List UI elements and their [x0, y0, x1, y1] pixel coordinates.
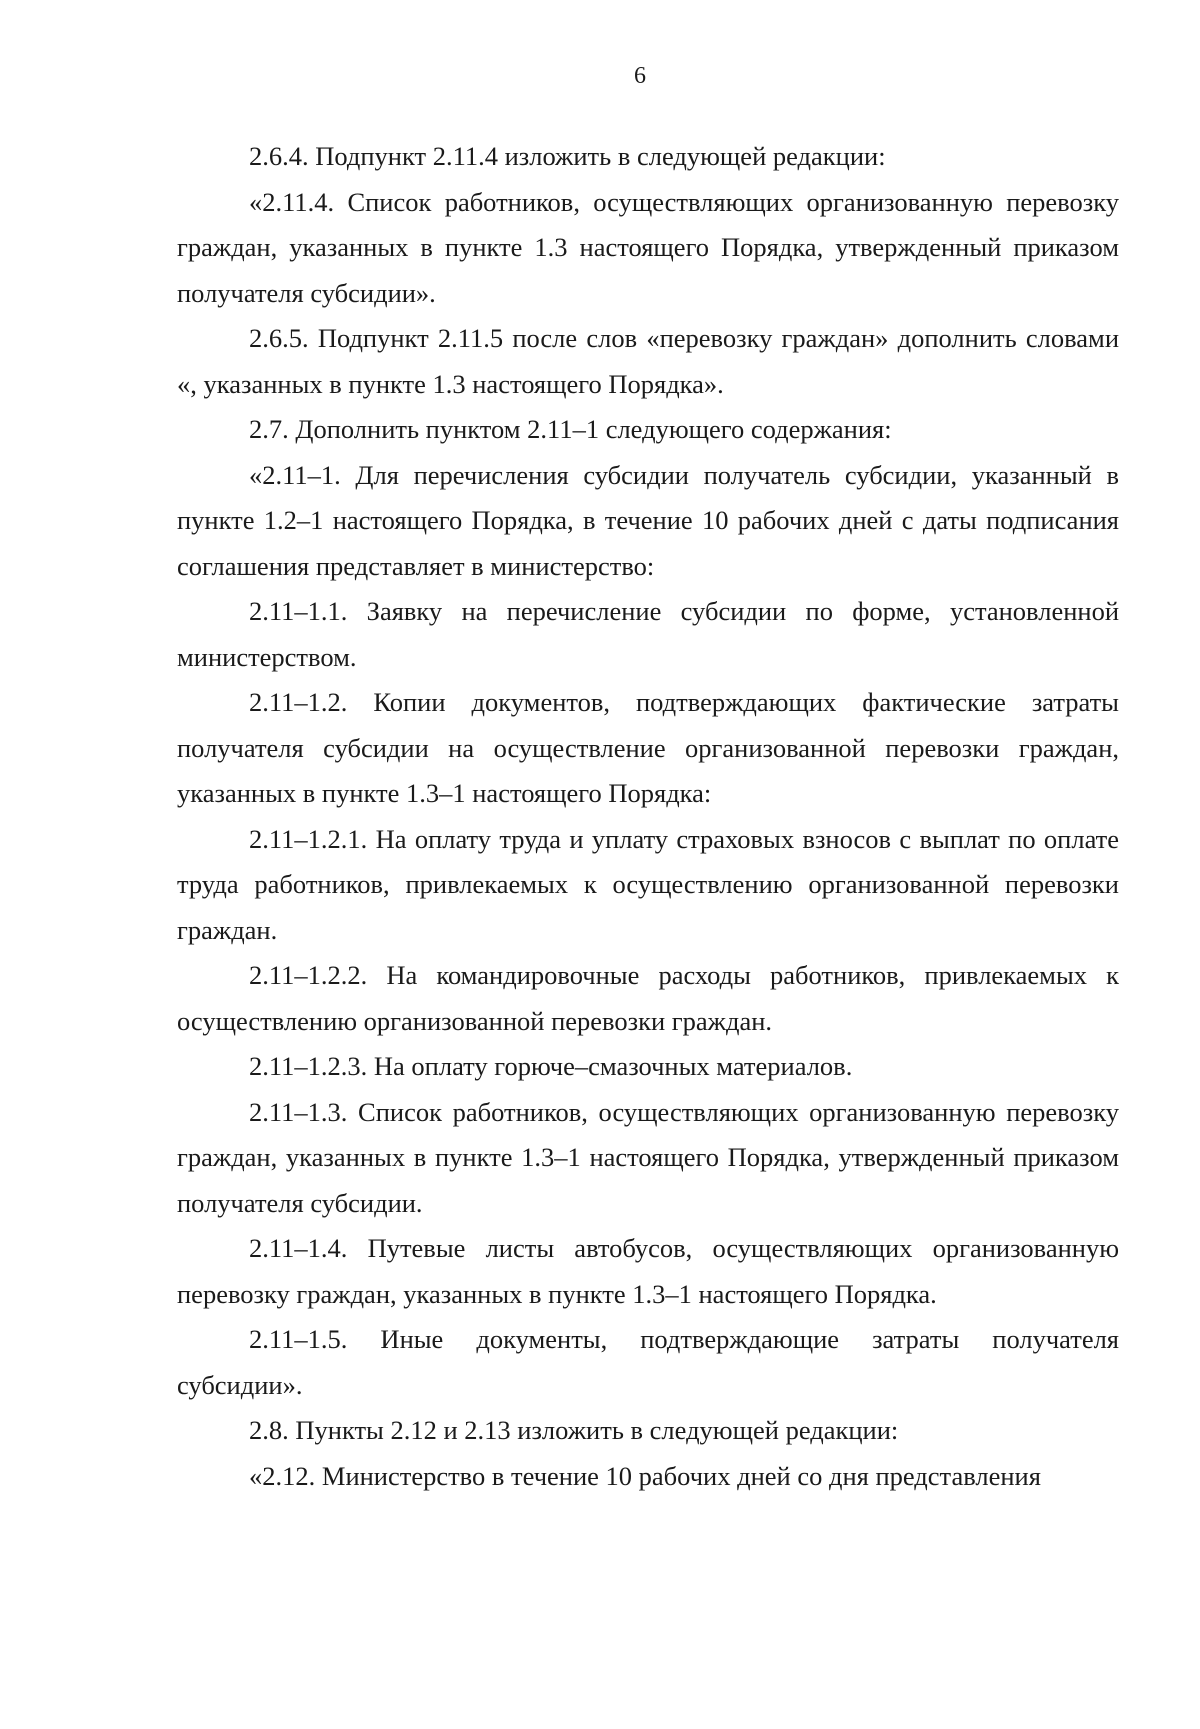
- paragraph: 2.11–1.2.2. На командировочные расходы работников, привлекаемых к осуществлению организованной перевозки граждан.: [177, 960, 1119, 1036]
- document-body: [177, 134, 1119, 1499]
- paragraph: «2.12. Министерство в течение 10 рабочих дней со дня представления: [249, 1460, 1041, 1491]
- paragraph: «2.11.4. Список работников, осуществляющих организованную перевозку граждан, указанных в пункте 1.3 настоящего Порядка, утвержденный приказом получателя субсидии».: [177, 186, 1119, 308]
- paragraph: 2.11–1.2. Копии документов, подтверждающих фактические затраты получателя субсидии на осуществление организованной перевозки граждан, указанных в пункте 1.3–1 настоящего Порядка:: [177, 687, 1119, 808]
- paragraph: 2.7. Дополнить пунктом 2.11–1 следующего содержания:: [249, 414, 892, 444]
- paragraph: 2.8. Пункты 2.12 и 2.13 изложить в следующей редакции:: [249, 1415, 899, 1445]
- paragraph: 2.11–1.3. Список работников, осуществляющих организованную перевозку граждан, указанных в пункте 1.3–1 настоящего Порядка, утвержденный приказом получателя субсидии.: [177, 1096, 1119, 1218]
- paragraph: 2.11–1.4. Путевые листы автобусов, осуществляющих организованную перевозку граждан, указанных в пункте 1.3–1 настоящего Порядка.: [177, 1233, 1119, 1309]
- paragraph: 2.11–1.2.3. На оплату горюче–смазочных материалов.: [249, 1051, 853, 1081]
- paragraph: 2.11–1.2.1. На оплату труда и уплату страховых взносов с выплат по оплате труда работников, привлекаемых к осуществлению организованной перевозки граждан.: [177, 823, 1119, 945]
- paragraph: 2.11–1.5. Иные документы, подтверждающие затраты получателя субсидии».: [177, 1324, 1119, 1400]
- paragraph: «2.11–1. Для перечисления субсидии получатель субсидии, указанный в пункте 1.2–1 настоящего Порядка, в течение 10 рабочих дней с даты подписания соглашения представляет в министерство:: [177, 459, 1119, 581]
- paragraph: 2.6.5. Подпункт 2.11.5 после слов «перевозку граждан» дополнить словами «, указанных в пункте 1.3 настоящего Порядка».: [177, 323, 1119, 399]
- page-number: 6: [634, 63, 646, 89]
- paragraph: 2.11–1.1. Заявку на перечисление субсидии по форме, установленной министерством.: [177, 596, 1119, 672]
- paragraph: 2.6.4. Подпункт 2.11.4 изложить в следующей редакции:: [249, 141, 886, 171]
